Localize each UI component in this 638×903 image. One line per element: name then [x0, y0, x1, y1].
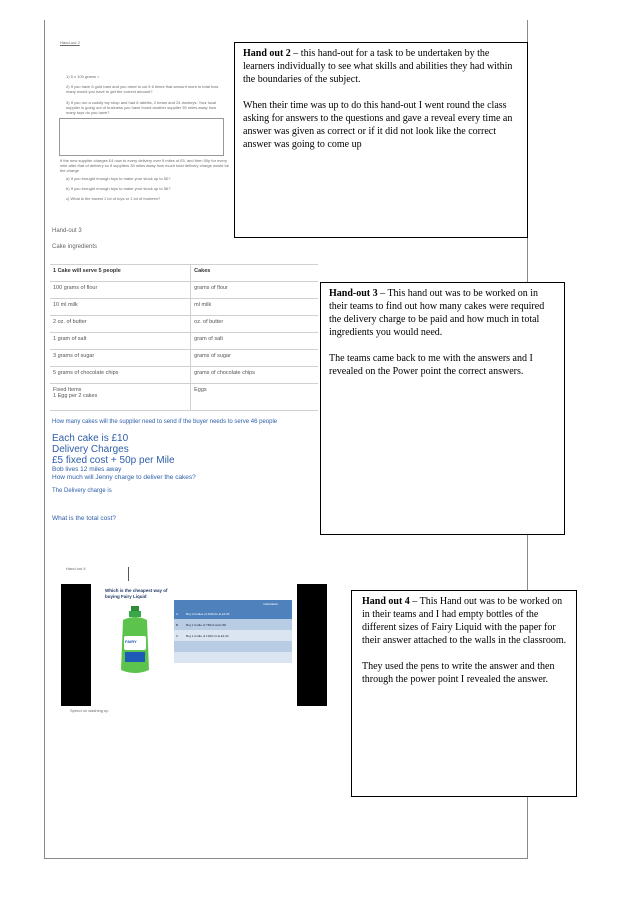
table-head-2: Cakes — [191, 265, 318, 282]
table-cell: grams of flour — [191, 282, 318, 299]
handout2-subq-a: a) If you brought enough toys to make your stock up to 50? — [66, 176, 171, 181]
table-cell: grams of sugar — [191, 350, 318, 367]
slide-table — [174, 600, 292, 663]
note-3-paragraph-2: The teams came back to me with the answers and I revealed on the Power point the correct answers. — [329, 353, 533, 377]
table-row — [50, 299, 318, 316]
each-cake-price: Each cake is £10 — [52, 433, 129, 444]
note-3-text-1: – This hand out was to be worked on in their teams to find out how many cakes were required the delivery charge to be paid and how much in total ingredients you would need. — [329, 288, 545, 338]
delivery-charge-line: The Delivery charge is — [52, 488, 112, 494]
table-cell: 2 oz. of butter — [50, 316, 191, 333]
table-header-row — [50, 265, 318, 282]
handout2-answer-box — [59, 118, 224, 156]
slide-row-label: C — [174, 630, 184, 641]
handout4-header: Hand out 4 — [66, 566, 86, 571]
powerpoint-slide — [91, 584, 297, 706]
total-cost-line: What is the total cost? — [52, 515, 116, 522]
bottle-label: FAIRY — [125, 639, 137, 644]
table-row — [50, 282, 318, 299]
note-2-paragraph-2: When their time was up to do this hand-out I went round the class asking for answers to the questions and gave a reveal every time an answer was given as correct or if it did not look like the correct answer was going to come up — [243, 100, 513, 150]
table-cell: 10 ml milk — [50, 299, 191, 316]
table-cell: Fixed Items 1 Egg per 2 cakes — [50, 384, 191, 411]
table-cell: oz. of butter — [191, 316, 318, 333]
slide-row-text: Buy 1 bottle of 1320 ml at £2.20 — [184, 630, 261, 641]
table-head-1: 1 Cake will serve 5 people — [50, 265, 191, 282]
table-row — [50, 333, 318, 350]
note-handout-2 — [234, 42, 528, 238]
handout2-header: Hand-out 2 — [60, 40, 80, 45]
table-row — [50, 316, 318, 333]
bob-distance: Bob lives 12 miles away — [52, 466, 122, 473]
cursor-line — [128, 567, 129, 581]
slide-row-label: A — [174, 608, 184, 619]
handout2-question-3: 3) If you run a cuddly toy shop and had 6 rabbits, 2 bears and 24 donkeys. Your local supplier is going out of business you have found another supplier 35 miles away how many toys do you have? — [66, 100, 217, 115]
note-2-paragraph-1 — [243, 47, 519, 86]
table-cell: 5 grams of chocolate chips — [50, 367, 191, 384]
handout2-question-2: 2) If you have 6 gold bars and you need to cut it 6 times that amount more in total how many would you have to get the correct amount? — [66, 84, 219, 94]
slide-title: Which is the cheapest way of buying Fairy Liquid — [105, 588, 168, 599]
table-row — [50, 384, 318, 411]
table-cell: grams of chocolate chips — [191, 367, 318, 384]
table-cell: 1 gram of salt — [50, 333, 191, 350]
note-3-title: Hand-out 3 — [329, 288, 378, 299]
handout3-header: Hand-out 3 — [52, 228, 82, 234]
note-3-paragraph-1 — [329, 287, 556, 339]
note-4-paragraph-1 — [362, 595, 568, 647]
note-handout-3 — [320, 282, 565, 535]
slide-row-text: Buy 2 bottles of 433ml's at £2.00 — [184, 608, 261, 619]
slide-footer: Spend on washing up — [70, 708, 109, 713]
table-row — [50, 367, 318, 384]
note-handout-4 — [351, 590, 577, 797]
note-4-title: Hand out 4 — [362, 596, 410, 607]
slide-table-head: Calculation — [261, 600, 292, 608]
handout2-question-1: 1) 5 x 100 grams = — [66, 74, 100, 79]
slide-row-text: Buy 1 bottle of 750ml at £1.58 — [184, 619, 261, 630]
handout2-subq-b: b) If you brought enough toys to make your stock up to 56? — [66, 186, 171, 191]
table-row — [50, 350, 318, 367]
note-2-title: Hand out 2 — [243, 48, 291, 59]
table-cell: Eggs — [191, 384, 318, 411]
note-2-text-1: – this hand-out for a task to be undertaken by the learners individually to see what skills and abilities they had within the boundaries of the subject. — [243, 48, 513, 85]
slide-letterbox-right — [297, 584, 327, 706]
slide-letterbox-left — [61, 584, 91, 706]
cakes-question: How many cakes will the supplier need to send if the buyer needs to serve 46 people — [52, 419, 278, 425]
table-cell: gram of salt — [191, 333, 318, 350]
note-4-text-1: – This Hand out was to be worked on in their teams and I had empty bottles of the different sizes of Fairy Liquid with the paper for their answer attached to the walls in the classroom. — [362, 596, 567, 646]
delivery-charges: Delivery Charges — [52, 444, 129, 455]
handout2-subq-c: c) What is the lowest 1 lot of toys or 1 lot of fourteen? — [66, 196, 161, 201]
table-cell: ml milk — [191, 299, 318, 316]
note-4-paragraph-2: They used the pens to write the answer and then through the power point I revealed the answer. — [362, 661, 555, 685]
jenny-question: How much will Jenny charge to deliver the cakes? — [52, 474, 196, 481]
fixed-cost: £5 fixed cost + 50p per Mile — [52, 455, 175, 466]
handout3-subheader: Cake ingredients — [52, 244, 98, 250]
slide-row-label: B — [174, 619, 184, 630]
handout2-paragraph: If the new supplier charges £4 now to every delivery over 5 miles of £5, and then 50p for every mile after that of delivery so if suppliers 35 miles away how much total delivery charge would be the charge — [60, 158, 229, 173]
table-cell: 3 grams of sugar — [50, 350, 191, 367]
table-cell: 100 grams of flour — [50, 282, 191, 299]
ingredients-table — [50, 264, 318, 411]
